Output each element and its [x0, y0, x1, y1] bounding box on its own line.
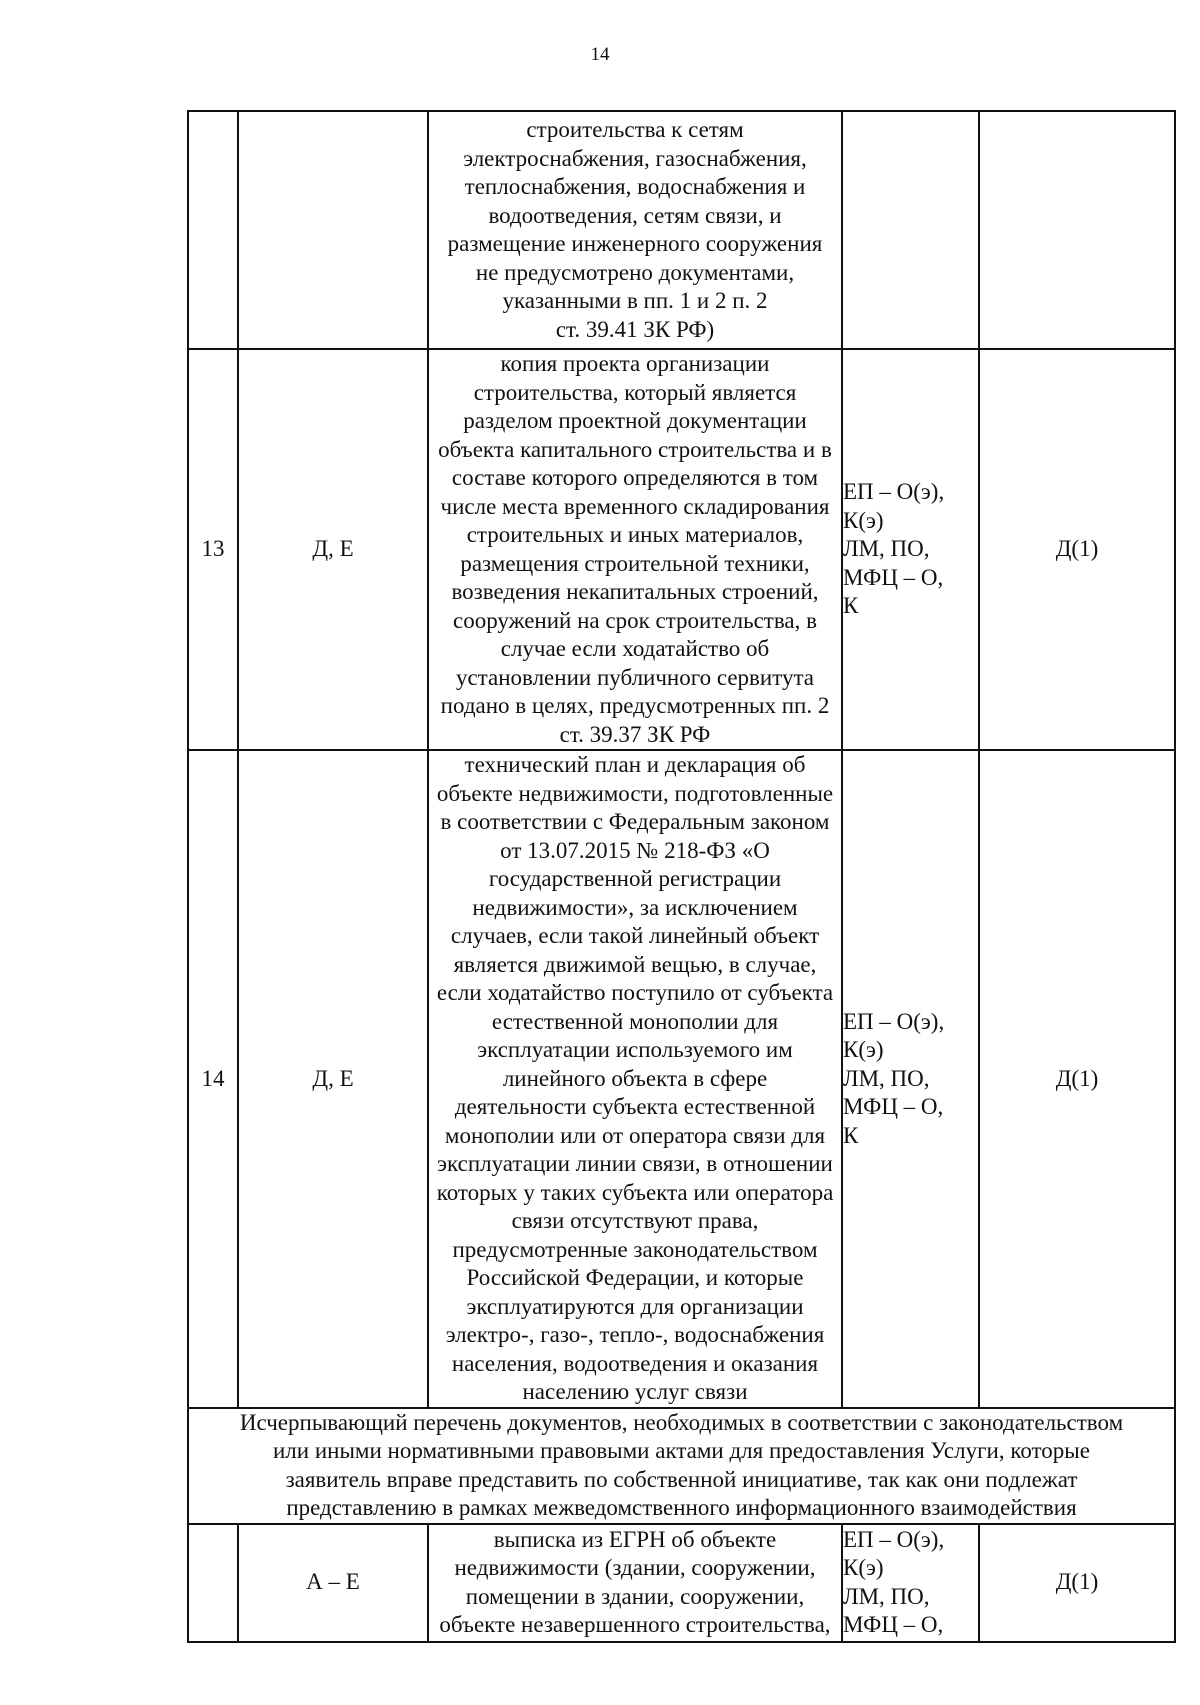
- submission-form-line: ЛМ, ПО,: [843, 536, 930, 562]
- row-number: 14: [188, 750, 238, 1408]
- document-description-line: Российской Федерации, и которые: [466, 1265, 804, 1290]
- document-description-line: которых у таких субъекта или оператора: [436, 1179, 834, 1205]
- row-number: 13: [188, 349, 238, 750]
- submission-form-line: МФЦ – О,: [843, 1094, 944, 1119]
- submission-form: [842, 349, 979, 750]
- documents-table: [187, 110, 1176, 1643]
- document-description-line: линейного объекта в сфере: [502, 1065, 768, 1091]
- document-description-line: строительных и иных материалов,: [466, 522, 804, 547]
- document-type: Д(1): [979, 349, 1175, 750]
- document-description-line: случаев, если такой линейный объект: [450, 923, 820, 948]
- applicant-category: А – Е: [238, 1524, 428, 1642]
- document-description-line: технический план и декларация об: [464, 752, 806, 777]
- submission-form-line: К(э): [843, 1555, 884, 1580]
- submission-form-line: К(э): [843, 507, 884, 533]
- submission-form: [842, 1524, 979, 1642]
- document-description-line: от 13.07.2015 № 218-ФЗ «О: [500, 837, 770, 863]
- row-number: [188, 1524, 238, 1642]
- document-description-line: составе которого определяются в том: [451, 465, 819, 490]
- document-type: [979, 111, 1175, 349]
- section-heading-row: [188, 1408, 1175, 1524]
- document-description-line: объекте незавершенного строительства,: [439, 1612, 831, 1637]
- document-description-line: ст. 39.37 ЗК РФ: [559, 721, 711, 747]
- document-description-line: помещении в здании, сооружении,: [465, 1583, 805, 1609]
- submission-form-line: ЕП – О(э),: [843, 479, 945, 505]
- document-description-line: теплоснабжения, водоснабжения и: [464, 174, 806, 199]
- document-description-line: эксплуатации линии связи, в отношении: [437, 1151, 833, 1176]
- document-description-line: является движимой вещью, в случае,: [453, 951, 817, 977]
- section-heading-line: заявитель вправе представить по собственной инициативе, так как они подлежат: [285, 1466, 1078, 1492]
- section-heading-line: Исчерпывающий перечень документов, необходимых в соответствии с законодательством: [239, 1409, 1124, 1435]
- document-description-line: недвижимости», за исключением: [472, 894, 798, 920]
- document-description-line: разделом проектной документации: [463, 408, 807, 433]
- submission-form-line: ЕП – О(э),: [843, 1526, 945, 1552]
- submission-form-line: ЛМ, ПО,: [843, 1065, 930, 1091]
- document-description-line: сооружений на срок строительства, в: [453, 607, 817, 633]
- document-description-line: строительства, который является: [473, 379, 797, 405]
- section-heading-line: или иными нормативными правовыми актами для предоставления Услуги, которые: [273, 1438, 1090, 1463]
- document-description-line: государственной регистрации: [488, 866, 782, 891]
- document-description-line: указанными в пп. 1 и 2 п. 2: [502, 288, 768, 313]
- document-description: [428, 1524, 842, 1642]
- document-description-line: эксплуатируются для организации: [466, 1293, 804, 1319]
- document-description-line: естественной монополии для: [491, 1008, 779, 1034]
- submission-form-line: ЛМ, ПО,: [843, 1583, 930, 1609]
- document-description: [428, 349, 842, 750]
- document-description-line: населению услуг связи: [522, 1379, 748, 1404]
- document-description: [428, 111, 842, 349]
- document-description-line: электроснабжения, газоснабжения,: [463, 145, 807, 171]
- table-row: [188, 1524, 1175, 1642]
- document-description-line: подано в целях, предусмотренных пп. 2: [440, 693, 830, 718]
- document-description-line: строительства к сетям: [526, 117, 744, 142]
- submission-form-line: К(э): [843, 1037, 884, 1062]
- document-description-line: объекта капитального строительства и в: [438, 436, 832, 462]
- document-description-line: выписка из ЕГРН об объекте: [493, 1526, 777, 1552]
- document-description-line: связи отсутствуют права,: [511, 1208, 759, 1233]
- document-description-line: объекте недвижимости, подготовленные: [436, 780, 834, 806]
- document-description-line: предусмотренные законодательством: [452, 1236, 818, 1262]
- document-description-line: эксплуатации используемого им: [477, 1037, 793, 1062]
- document-description-line: копия проекта организации: [500, 351, 770, 376]
- submission-form-line: МФЦ – О,: [843, 1612, 944, 1637]
- table-row: [188, 111, 1175, 349]
- document-description-line: монополии или от оператора связи для: [444, 1122, 826, 1148]
- submission-form-line: МФЦ – О,: [843, 564, 944, 590]
- document-type: Д(1): [979, 750, 1175, 1408]
- document-description-line: случае если ходатайство об: [500, 636, 770, 661]
- document-description-line: электро-, газо-, тепло-, водоснабжения: [445, 1322, 825, 1347]
- section-heading-line: представлению в рамках межведомственного информационного взаимодействия: [286, 1495, 1077, 1520]
- submission-form: [842, 750, 979, 1408]
- document-type: Д(1): [979, 1524, 1175, 1642]
- table-row: [188, 349, 1175, 750]
- document-description: [428, 750, 842, 1408]
- applicant-category: [238, 111, 428, 349]
- document-description-line: числе места временного складирования: [440, 493, 830, 519]
- document-description-line: размещения строительной техники,: [460, 550, 810, 576]
- document-description-line: ст. 39.41 ЗК РФ): [555, 316, 715, 342]
- document-description-line: недвижимости (здании, сооружении,: [454, 1555, 816, 1580]
- section-heading: [188, 1408, 1175, 1524]
- document-description-line: в соответствии с Федеральным законом: [440, 809, 830, 834]
- submission-form: [842, 111, 979, 349]
- submission-form-line: К: [843, 1122, 859, 1148]
- applicant-category: Д, Е: [238, 349, 428, 750]
- document-description-line: деятельности субъекта естественной: [454, 1094, 816, 1119]
- page-number: 14: [590, 44, 610, 65]
- row-number: [188, 111, 238, 349]
- submission-form-line: ЕП – О(э),: [843, 1008, 945, 1034]
- document-description-line: размещение инженерного сооружения: [447, 231, 823, 256]
- document-description-line: водоотведения, сетям связи, и: [488, 202, 782, 228]
- document-description-line: установлении публичного сервитута: [455, 664, 815, 690]
- document-description-line: если ходатайство поступило от субъекта: [436, 980, 834, 1005]
- submission-form-line: К: [843, 593, 859, 619]
- document-description-line: не предусмотрено документами,: [475, 259, 795, 285]
- document-description-line: возведения некапитальных строений,: [451, 579, 819, 604]
- table-row: [188, 750, 1175, 1408]
- applicant-category: Д, Е: [238, 750, 428, 1408]
- document-description-line: населения, водоотведения и оказания: [451, 1350, 819, 1376]
